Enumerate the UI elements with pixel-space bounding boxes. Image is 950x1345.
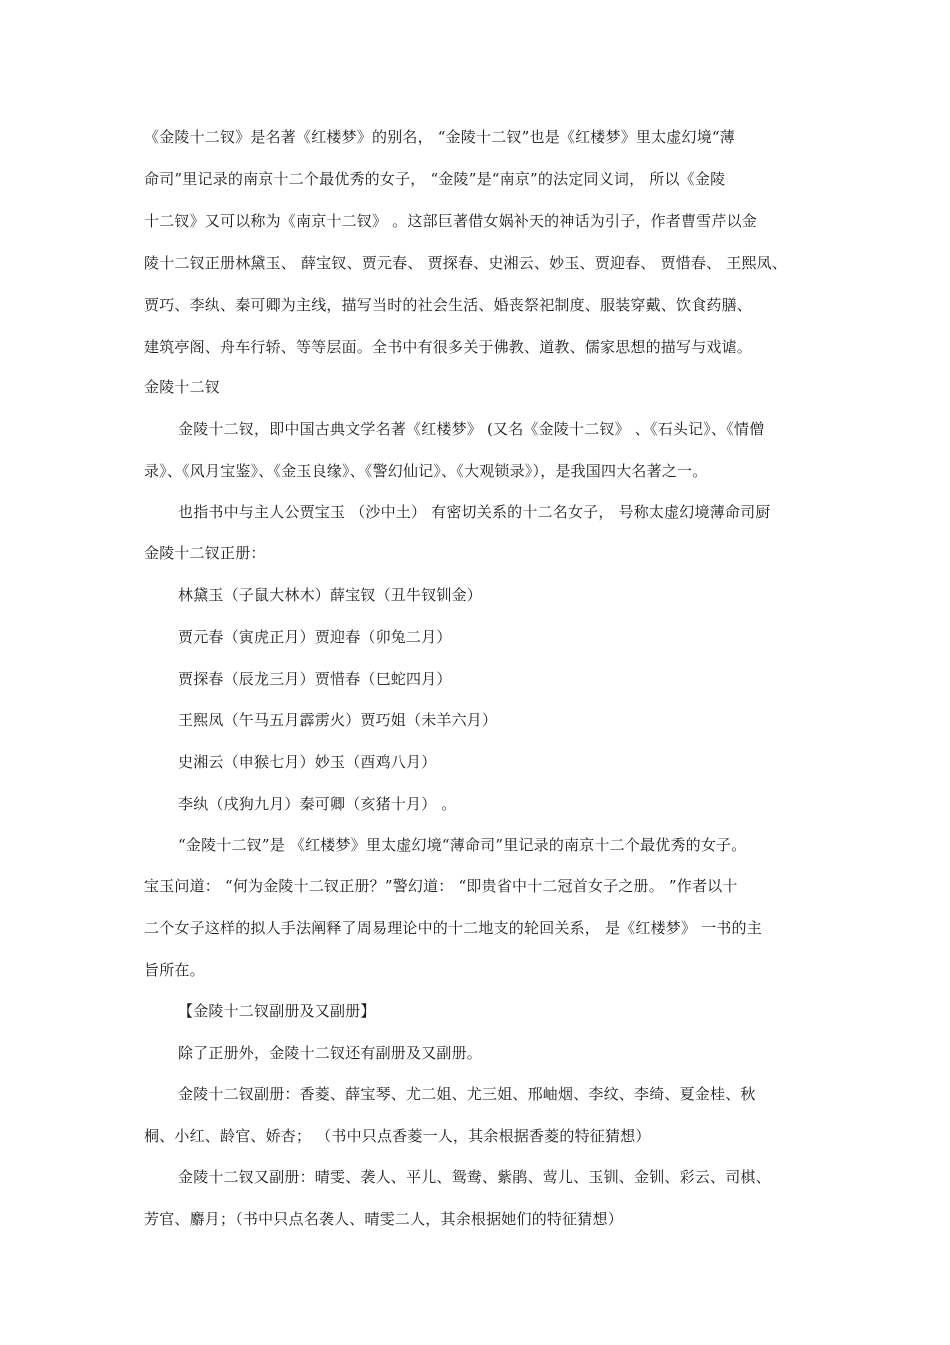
paragraph-line: 金陵十二钗又副册：晴雯、袭人、平儿、鸳鸯、紫鹃、莺儿、玉钏、金钏、彩云、司棋、 [178, 1168, 771, 1186]
paragraph-line: 陵十二钗正册林黛玉、 薛宝钗、贾元春、 贾探春、史湘云、妙玉、贾迎春、 贾惜春、 王熙凤、 [144, 254, 788, 272]
paragraph-line: 贾巧、李纨、秦可卿为主线，描写当时的社会生活、婚丧祭祀制度、服装穿戴、饮食药膳、 [144, 296, 753, 314]
paragraph-line: 也指书中与主人公贾宝玉 （沙中土） 有密切关系的十二名女子， 号称太虚幻境薄命司厨 [178, 503, 771, 521]
paragraph-line: 金陵十二钗，即中国古典文学名著《红楼梦》 (又名《金陵十二钗》 、《石头记》、《情僧 [178, 420, 765, 438]
paragraph-line: 宝玉问道： “何为金陵十二钗正册？”警幻道： “即贵省中十二冠首女子之册。 ”作者以十 [144, 877, 738, 895]
paragraph-line: 录》、《风月宝鉴》、《金玉良缘》、《警幻仙记》、《大观锁录》），是我国四大名著之一。 [144, 462, 708, 480]
paragraph-line: 命司”里记录的南京十二个最优秀的女子， “金陵”是“南京”的法定同义词， 所以《金陵 [144, 170, 726, 188]
paragraph-line: 十二钗》又可以称为《南京十二钗》 。这部巨著借女娲补天的神话为引子，作者曹雪芹以金 [144, 212, 757, 230]
list-item: 贾探春（辰龙三月）贾惜春（巳蛇四月） [178, 670, 452, 688]
section-heading: 【金陵十二钗副册及又副册】 [178, 1002, 376, 1020]
paragraph-line: 《金陵十二钗》是名著《红楼梦》的别名， “金陵十二钗”也是《红楼梦》里太虚幻境“薄 [144, 128, 735, 146]
paragraph-line: 桐、小红、龄官、娇杏； （书中只点香菱一人，其余根据香菱的特征猜想） [144, 1127, 651, 1145]
section-heading: 金陵十二钗 [144, 378, 221, 396]
list-heading: 金陵十二钗正册： [144, 544, 266, 562]
paragraph-line: 旨所在。 [144, 961, 205, 979]
paragraph-line: 芳官、麝月；（书中只点名袭人、晴雯二人，其余根据她们的特征猜想） [144, 1210, 623, 1228]
paragraph-line: “金陵十二钗”是 《红楼梦》里太虚幻境“薄命司”里记录的南京十二个最优秀的女子。 [178, 836, 747, 854]
list-item: 史湘云（申猴七月）妙玉（酉鸡八月） [178, 753, 437, 771]
paragraph-line: 除了正册外，金陵十二钗还有副册及又副册。 [178, 1044, 483, 1062]
paragraph-line: 金陵十二钗副册：香菱、薛宝琴、尤二姐、尤三姐、邢岫烟、李纹、李绮、夏金桂、秋 [178, 1085, 756, 1103]
paragraph-line: 建筑亭阁、舟车行轿、等等层面。全书中有很多关于佛教、道教、儒家思想的描写与戏谑。 [144, 338, 753, 356]
list-item: 林黛玉（子鼠大林木）薛宝钗（丑牛钗钏金） [178, 586, 483, 604]
list-item: 王熙凤（午马五月霹雳火）贾巧姐（未羊六月） [178, 711, 498, 729]
list-item: 李纨（戌狗九月）秦可卿（亥猪十月） 。 [178, 795, 457, 813]
list-item: 贾元春（寅虎正月）贾迎春（卯兔二月） [178, 628, 452, 646]
paragraph-line: 二个女子这样的拟人手法阐释了周易理论中的十二地支的轮回关系， 是《红楼梦》 一书的主 [144, 919, 762, 937]
